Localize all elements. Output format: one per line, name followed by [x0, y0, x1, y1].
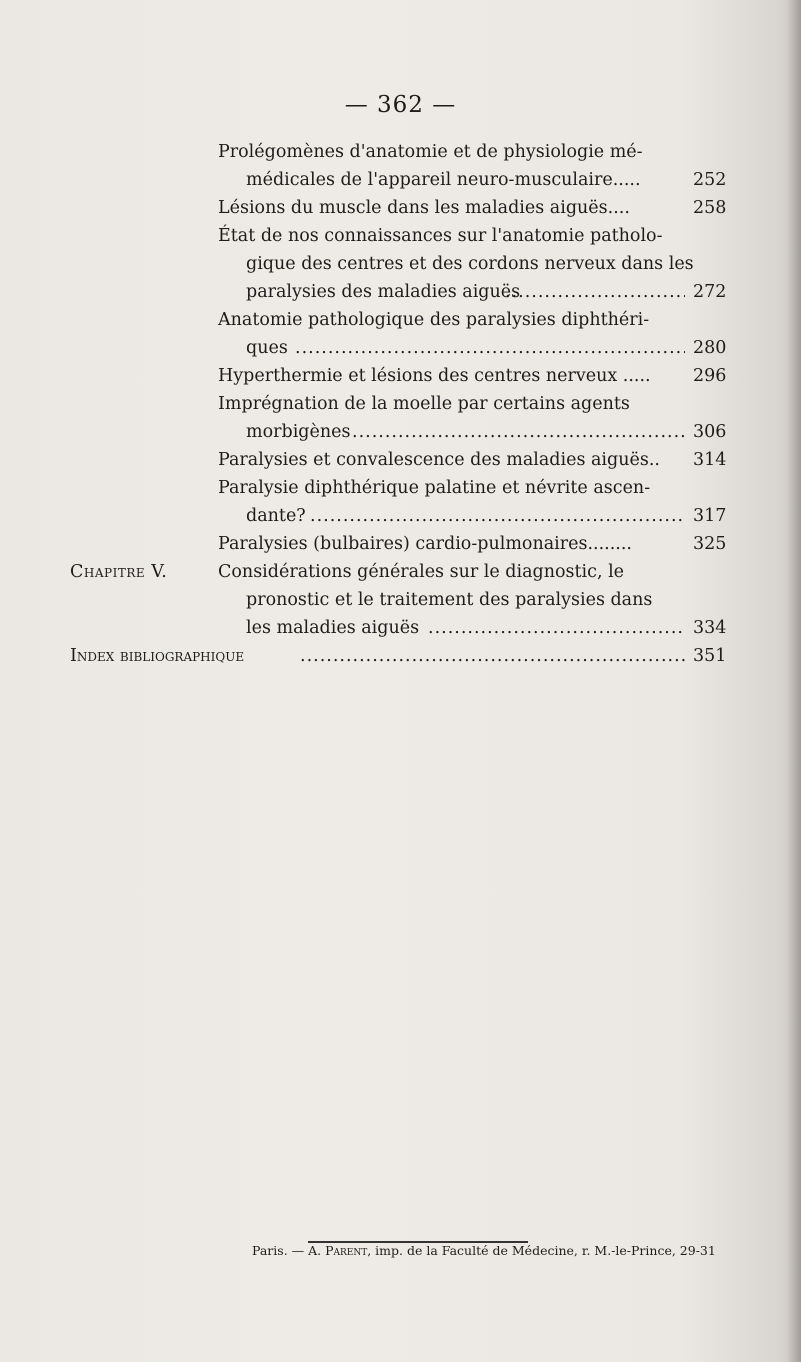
toc-line — [0, 474, 801, 502]
toc-entry-text: ques — [246, 338, 288, 358]
toc-line — [0, 530, 801, 558]
toc-entry-text: les maladies aiguës — [246, 618, 420, 638]
toc-page-number: 252 — [693, 170, 727, 190]
dot-leader — [352, 418, 685, 446]
toc-line — [0, 278, 801, 306]
toc-entry-text: Paralysie diphthérique palatine et névrite ascen- — [218, 478, 651, 498]
toc-entry-text: Paralysies (bulbaires) cardio-pulmonaires........ — [218, 534, 632, 554]
toc-entry-text: Anatomie pathologique des paralysies diphthéri- — [218, 310, 650, 330]
toc-entry-text: Paralysies et convalescence des maladies aiguës.. — [218, 450, 660, 470]
toc-line — [0, 166, 801, 194]
toc-line — [0, 306, 801, 334]
toc-line — [0, 446, 801, 474]
toc-entry-text: dante? — [246, 506, 306, 526]
toc-entry-text: Hyperthermie et lésions des centres nerveux ..... — [218, 366, 651, 386]
toc-line — [0, 222, 801, 250]
toc-entry-text: Imprégnation de la moelle par certains agents — [218, 394, 630, 414]
toc-entry-text: Prolégomènes d'anatomie et de physiologie mé- — [218, 142, 643, 162]
toc-entry-text: Considérations générales sur le diagnostic, le — [218, 562, 625, 582]
toc-entry-text: médicales de l'appareil neuro-musculaire..... — [246, 170, 641, 190]
toc-entry-text: Lésions du muscle dans les maladies aiguës.... — [218, 198, 630, 218]
toc-page-number: 306 — [693, 422, 727, 442]
toc-page-number: 272 — [693, 282, 727, 302]
toc-line — [0, 502, 801, 530]
toc-entry-text: pronostic et le traitement des paralysies dans — [246, 590, 653, 610]
toc-line — [0, 250, 801, 278]
toc-page-number: 314 — [693, 450, 727, 470]
toc-line — [0, 362, 801, 390]
dot-leader — [428, 614, 685, 642]
toc-line — [0, 558, 801, 586]
imprint-address: , imp. de la Faculté de Médecine, r. M.-le-Prince, 29-31 — [367, 1243, 716, 1258]
dot-leader — [300, 642, 685, 670]
toc-line — [0, 334, 801, 362]
toc-entry-text: gique des centres et des cordons nerveux dans les — [246, 254, 694, 274]
toc-line — [0, 194, 801, 222]
toc-entry-text: morbigènes — [246, 422, 351, 442]
dot-leader — [295, 334, 685, 362]
dot-leader — [310, 502, 685, 530]
toc-page-number: 280 — [693, 338, 727, 358]
toc-line — [0, 614, 801, 642]
toc-page-number: 325 — [693, 534, 727, 554]
toc-line — [0, 390, 801, 418]
index-label: Index bibliographique — [70, 646, 245, 666]
chapter-label: Chapitre V. — [70, 562, 168, 582]
toc-line — [0, 586, 801, 614]
toc-entry-text: État de nos connaissances sur l'anatomie patholo- — [218, 226, 663, 246]
toc-line — [0, 418, 801, 446]
imprint-printer: A. Parent — [308, 1243, 368, 1258]
toc-page-number: 334 — [693, 618, 727, 638]
dot-leader — [505, 278, 685, 306]
toc-line — [0, 642, 801, 670]
printer-imprint — [252, 1243, 752, 1258]
toc-entry-text: paralysies des maladies aiguës — [246, 282, 521, 302]
page-number: — 362 — — [344, 92, 457, 118]
toc-page-number: 296 — [693, 366, 727, 386]
imprint-city: Paris. — — [252, 1243, 305, 1258]
toc-line — [0, 138, 801, 166]
toc-page-number: 258 — [693, 198, 727, 218]
toc-page-number: 317 — [693, 506, 727, 526]
toc-page-number: 351 — [693, 646, 727, 666]
